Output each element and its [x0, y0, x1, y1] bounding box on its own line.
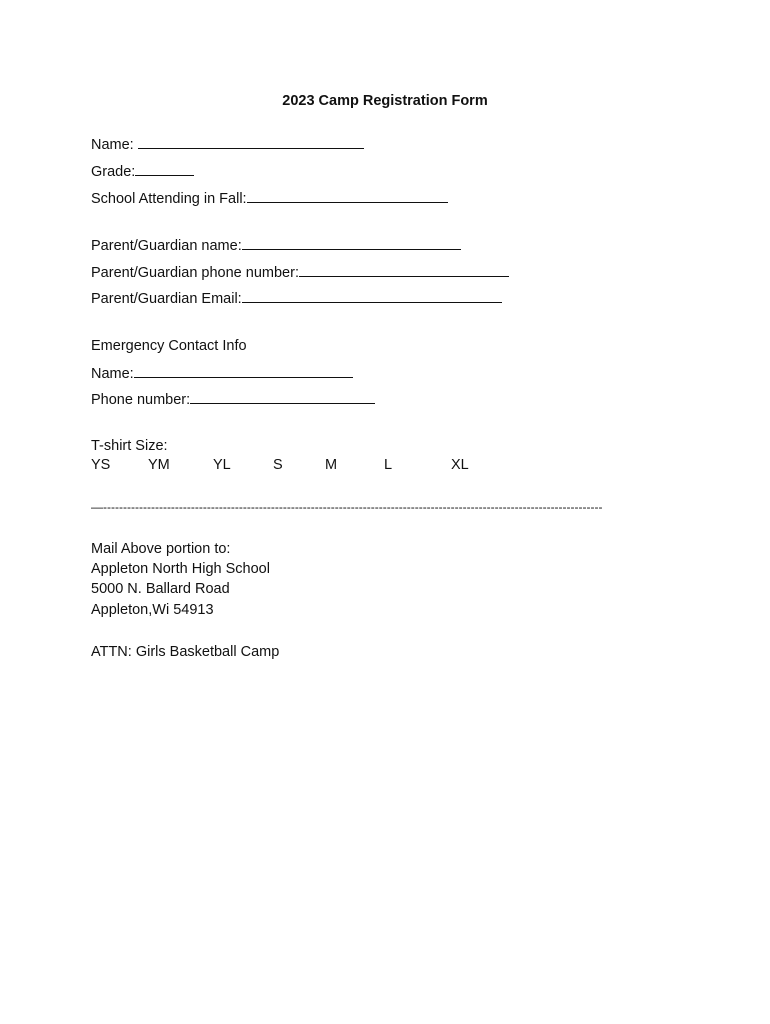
form-title: 2023 Camp Registration Form: [282, 93, 488, 109]
parent-email-blank[interactable]: [242, 289, 502, 303]
grade-label: Grade:: [91, 164, 136, 180]
cut-line-divider: —-----------------------------------------------------------------------------------------------------------------------------: [91, 500, 603, 514]
size-option-m[interactable]: M: [325, 457, 338, 473]
parent-phone-label: Parent/Guardian phone number:: [91, 265, 299, 281]
grade-blank[interactable]: [135, 162, 194, 176]
emergency-name-label: Name:: [91, 366, 134, 382]
parent-name-row: [91, 236, 461, 255]
emergency-name-row: [91, 364, 353, 383]
mail-attention-line: ATTN: Girls Basketball Camp: [91, 644, 280, 660]
size-option-ys[interactable]: YS: [91, 457, 111, 473]
emergency-phone-row: [91, 390, 375, 409]
size-option-ym[interactable]: YM: [148, 457, 170, 473]
school-row: [91, 189, 448, 208]
mail-street-address: 5000 N. Ballard Road: [91, 581, 230, 597]
emergency-phone-label: Phone number:: [91, 392, 191, 408]
tshirt-heading: T-shirt Size:: [91, 438, 168, 454]
grade-row: [91, 162, 194, 181]
parent-email-label: Parent/Guardian Email:: [91, 291, 242, 307]
size-option-yl[interactable]: YL: [213, 457, 231, 473]
emergency-name-blank[interactable]: [134, 364, 353, 378]
student-name-row: [91, 135, 364, 154]
size-option-xl[interactable]: XL: [451, 457, 469, 473]
parent-name-blank[interactable]: [242, 236, 461, 250]
student-name-label: Name:: [91, 137, 138, 153]
parent-phone-row: [91, 263, 509, 282]
size-option-l[interactable]: L: [384, 457, 393, 473]
school-blank[interactable]: [247, 189, 448, 203]
parent-phone-blank[interactable]: [299, 263, 509, 277]
parent-email-row: [91, 289, 502, 308]
parent-name-label: Parent/Guardian name:: [91, 238, 242, 254]
size-option-s[interactable]: S: [273, 457, 283, 473]
mail-school-name: Appleton North High School: [91, 561, 270, 577]
emergency-heading: Emergency Contact Info: [91, 338, 247, 354]
tshirt-size-options: [0, 457, 770, 477]
emergency-phone-blank[interactable]: [190, 390, 375, 404]
mail-city-state-zip: Appleton,Wi 54913: [91, 602, 214, 618]
mail-intro: Mail Above portion to:: [91, 541, 231, 557]
school-label: School Attending in Fall:: [91, 191, 247, 207]
student-name-blank[interactable]: [138, 135, 364, 149]
